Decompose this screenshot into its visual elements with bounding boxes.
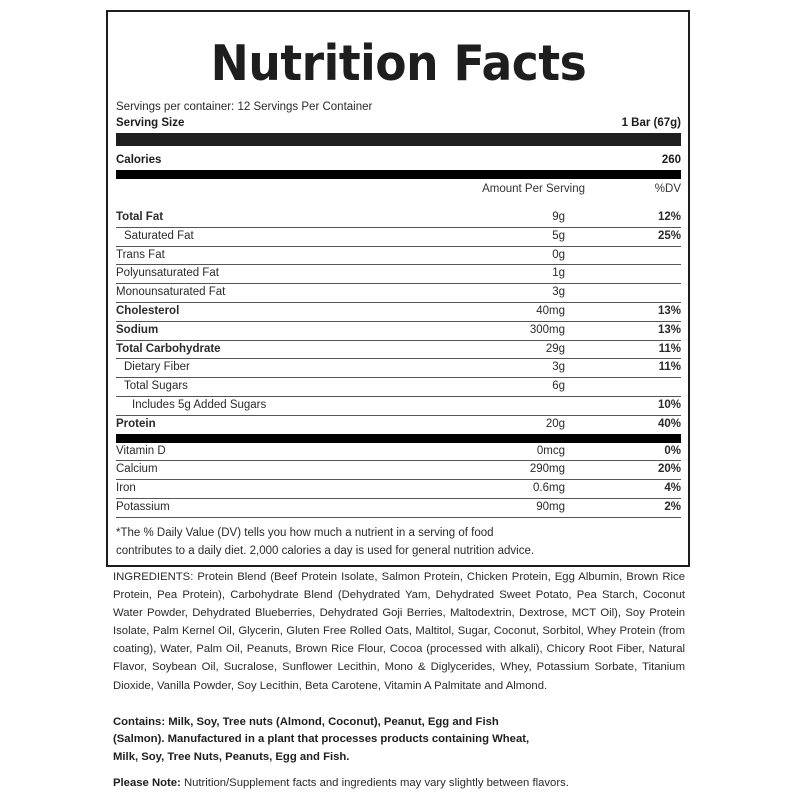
vitamin-row-calcium [116,461,681,480]
vitamin-row-iron [116,480,681,499]
calories-row [116,146,681,170]
nutrient-row-total-carbohydrate [116,341,681,360]
nutrient-row-saturated-fat [116,228,681,247]
nutrition-facts-panel [106,10,690,567]
nutrient-name: Sodium [116,323,159,336]
ingredients-text: INGREDIENTS: Protein Blend (Beef Protein Isolate, Salmon Protein, Chicken Protein, Egg Albumin, Brown Rice Protein, Pea Protein), Carbohydrate Blend (Dehydrated Yam, Dehydrated Sweet Potato, Pea Starch, Coconut Water Powder, Dehydrated Blueberries, Dehydrated Goji Berries, Maltodextrin, Dextrose, MCT Oil), Soy Protein Isolate, Palm Kernel Oil, Glycerin, Gluten Free Rolled Oats, Maltitol, Sugar, Coconut, Sorbitol, Whey Protein (from coating), Water, Palm Oil, Peanuts, Brown Rice Flour, Cocoa (processed with alkali), Chicory Root Fiber, Natural Flavor, Soybean Oil, Sucralose, Sunflower Lecithin, Mono & Diglycerides, Whey, Potassium Sorbate, Titanium Dioxide, Vanilla Powder, Soy Lecithin, Beta Carotene, Vitamin A Palmitate and Almond. [113,571,685,692]
nutrient-name: Total Sugars [124,380,188,393]
vitamin-name: Iron [116,482,136,495]
nutrient-amount: 29g [545,342,565,355]
vitamin-amount: 290mg [529,463,565,476]
allergen-statement: Contains: Milk, Soy, Tree nuts (Almond, Coconut), Peanut, Egg and Fish (Salmon). Manufactured in a plant that processes products containing Wheat, Milk, Soy, Tree Nuts, Peanuts, Egg and Fish. [113,716,530,763]
nutrient-dv: 13% [657,304,681,317]
nutrient-name: Saturated Fat [124,229,194,242]
serving-size-label: Serving Size [116,117,185,129]
please-note-label: Please Note: [113,777,181,789]
nutrient-row-monounsaturated-fat [116,284,681,303]
serving-size-value: 1 Bar (67g) [621,117,681,129]
nutrient-amount: 20g [545,417,565,430]
medium-divider [116,170,681,179]
nutrient-dv: 11% [658,361,681,374]
please-note-text: Nutrition/Supplement facts and ingredients may vary slightly between flavors. [180,777,569,789]
nutrient-dv: 13% [657,323,681,336]
amount-per-serving-header: Amount Per Serving [482,183,585,195]
please-note [113,775,569,792]
vitamin-amount: 0mcg [536,444,565,457]
nutrient-name: Polyunsaturated Fat [116,267,219,280]
vitamin-dv: 4% [664,482,681,495]
vitamin-name: Vitamin D [116,444,166,457]
nutrient-dv: 25% [657,229,681,242]
nutrient-dv: 40% [657,417,681,430]
nutrient-name: Total Carbohydrate [116,342,221,355]
nutrient-row-protein [116,416,681,434]
nutrient-row-total-sugars [116,378,681,397]
nutrient-row-trans-fat [116,247,681,266]
column-header-row [116,179,681,199]
vitamin-dv: 2% [664,500,681,513]
serving-size-row [116,115,681,131]
nutrient-row-added-sugars [116,397,681,416]
vitamin-row-potassium [116,499,681,518]
nutrient-name: Monounsaturated Fat [116,286,226,299]
vitamin-name: Potassium [116,500,170,513]
medium-divider [116,434,681,443]
vitamin-name: Calcium [116,463,158,476]
panel-title: Nutrition Facts [210,35,587,92]
nutrient-amount: 9g [552,211,565,223]
dv-header: %DV [654,183,681,195]
nutrient-dv: 11% [658,342,681,355]
nutrient-row-polyunsaturated-fat [116,265,681,284]
thick-divider [116,133,681,146]
nutrient-dv: 10% [657,398,681,411]
nutrient-row-cholesterol [116,303,681,322]
nutrient-amount: 3g [552,361,565,374]
vitamin-dv: 0% [664,444,681,457]
nutrient-name: Total Fat [116,211,164,223]
nutrient-amount: 1g [552,267,565,280]
vitamin-amount: 0.6mg [533,482,565,495]
nutrient-amount: 300mg [529,323,565,336]
nutrient-name: Trans Fat [116,248,165,261]
nutrient-dv: 12% [657,211,681,223]
nutrient-amount: 40mg [536,304,565,317]
nutrient-name: Protein [116,417,156,430]
nutrient-amount: 5g [552,229,565,242]
nutrient-name: Dietary Fiber [124,361,190,374]
nutrient-name: Cholesterol [116,304,180,317]
nutrient-amount: 6g [552,380,565,393]
daily-value-footnote: *The % Daily Value (DV) tells you how much a nutrient in a serving of food contributes to a daily diet. 2,000 calories a day is used for general nutrition advice. [116,526,535,557]
vitamin-amount: 90mg [536,500,565,513]
calories-label: Calories [116,154,162,166]
vitamin-dv: 20% [657,463,681,476]
nutrient-row-dietary-fiber [116,359,681,378]
nutrient-row-total-fat [116,209,681,228]
nutrient-amount: 0g [552,248,565,261]
nutrient-amount: 3g [552,286,565,299]
vitamin-row-vitamin-d [116,443,681,462]
servings-per-container: Servings per container: 12 Servings Per Container [116,101,373,113]
nutrient-row-sodium [116,322,681,341]
calories-value: 260 [661,154,681,166]
nutrient-name: Includes 5g Added Sugars [132,398,267,411]
